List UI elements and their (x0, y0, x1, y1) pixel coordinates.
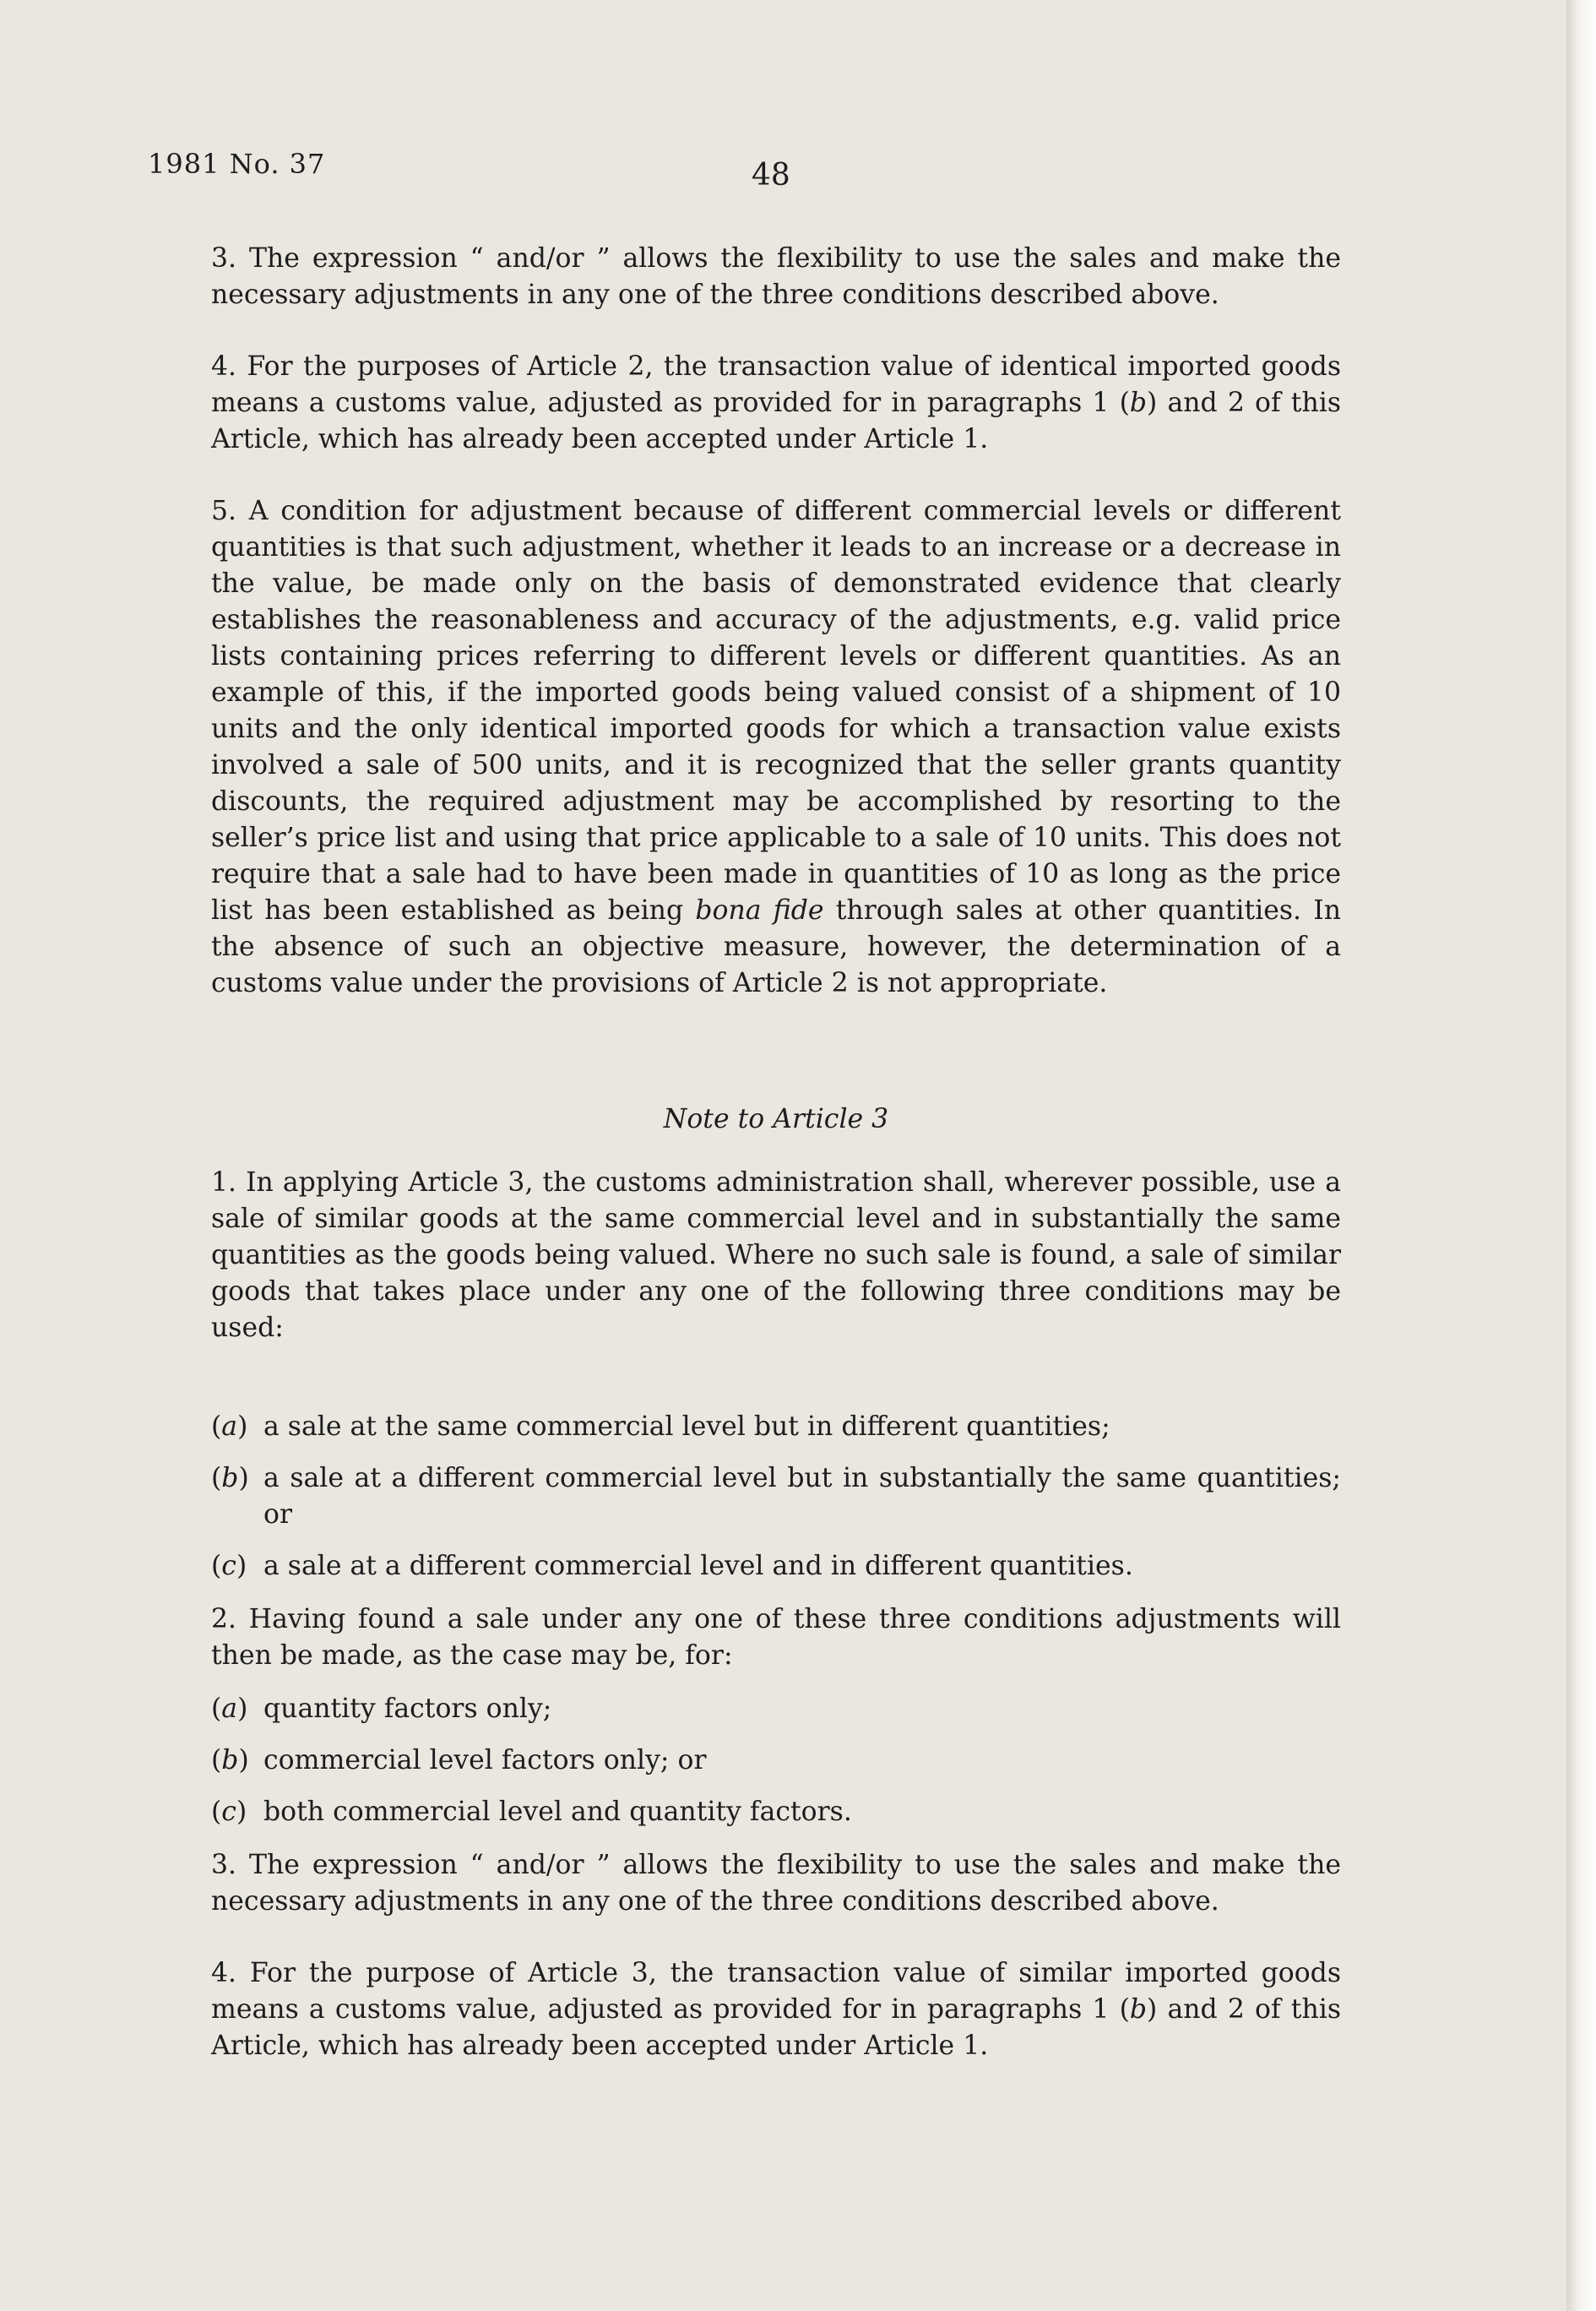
page-edge (1566, 0, 1596, 2311)
note-heading: Note to Article 3 (663, 1104, 889, 1134)
page-number: 48 (752, 158, 790, 193)
list-item: (a) quantity factors only; (211, 1694, 552, 1724)
header-year-number: 1981 No. 37 (148, 148, 326, 180)
list-item: (c) both commercial level and quantity factors. (211, 1797, 852, 1827)
paragraph-3-article-2: 3. The expression “ and/or ” allows the flexibility to use the sales and make the necessary adjustments in any one of the three conditions described above. (211, 243, 1341, 310)
note-paragraph-1: 1. In applying Article 3, the customs administration shall, wherever possible, use a sale of similar goods at the same commercial level and in substantially the same quantities as the goods being valued. Where no such sale is found, a sale of similar goods that takes place under any one of the following three conditions may be used: (211, 1167, 1341, 1343)
paragraph-4-article-2: 4. For the purposes of Article 2, the transaction value of identical imported goods means a customs value, adjusted as provided for in paragraphs 1 (b) and 2 of this Article, which has already been accepted under Article 1. (211, 351, 1341, 454)
conditions-list (211, 1409, 1341, 1585)
note-paragraph-2: 2. Having found a sale under any one of these three conditions adjustments will then be made, as the case may be, for: (211, 1604, 1341, 1671)
list-item: (a) a sale at the same commercial level but in different quantities; (211, 1411, 1110, 1442)
paragraph-5-article-2: 5. A condition for adjustment because of different commercial levels or different quantities is that such adjustment, whether it leads to an increase or a decrease in the value, be made only on the basis of demonstrated evidence that clearly establishes the reasonableness and accuracy of the adjustments, e.g. valid price lists containing prices referring to different levels or different quantities. As an example of this, if the imported goods being valued consist of a shipment of 10 units and the only identical imported goods for which a transaction value exists involved a sale of 500 units, and it is recognized that the seller grants quantity discounts, the required adjustment may be accomplished by resorting to the seller’s price list and using that price applicable to a sale of 10 units. This does not require that a sale had to have been made in quantities of 10 as long as the price list has been established as being bona fide through sales at other quantities. In the absence of such an objective measure, however, the determination of a customs value under the provisions of Article 2 is not appropriate. (211, 496, 1341, 998)
factors-list (211, 1691, 1341, 1830)
page-header (148, 148, 1330, 198)
document-body (211, 241, 1341, 2100)
note-paragraph-3: 3. The expression “ and/or ” allows the flexibility to use the sales and make the necessary adjustments in any one of the three conditions described above. (211, 1850, 1341, 1917)
list-item: (b) a sale at a different commercial level but in substantially the same quantities; or (211, 1463, 1341, 1530)
list-item: (b) commercial level factors only; or (211, 1745, 707, 1775)
note-paragraph-4: 4. For the purpose of Article 3, the transaction value of similar imported goods means a customs value, adjusted as provided for in paragraphs 1 (b) and 2 of this Article, which has already been accepted under Article 1. (211, 1958, 1341, 2061)
list-item: (c) a sale at a different commercial level and in different quantities. (211, 1551, 1133, 1581)
